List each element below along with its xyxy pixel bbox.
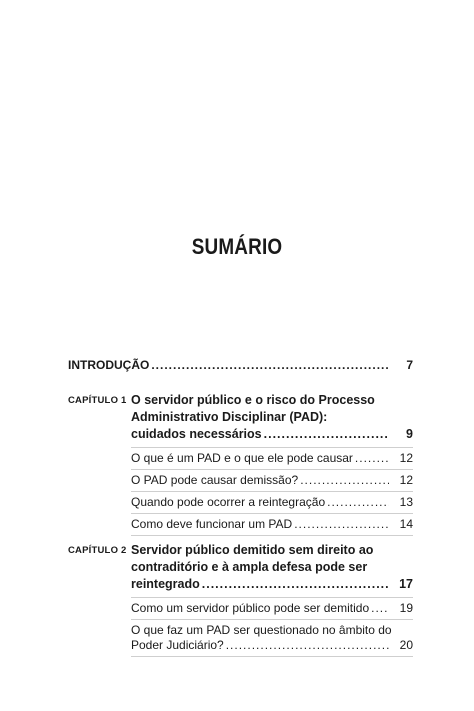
leader-dots — [294, 517, 389, 532]
toc-entry-introduction — [68, 358, 413, 373]
chapter-title-line: Servidor público demitido sem direito ao — [131, 543, 374, 557]
toc-page-number: 12 — [399, 473, 413, 487]
chapter-label: CAPÍTULO 1 — [68, 395, 127, 406]
leader-dots — [355, 451, 389, 466]
toc-page-number: 12 — [399, 451, 413, 465]
chapter-title-last-line: cuidados necessários — [131, 427, 262, 441]
toc-page-number: 13 — [399, 495, 413, 509]
toc-section-item — [131, 513, 413, 536]
section-title: Como deve funcionar um PAD — [131, 517, 293, 531]
section-title: O que é um PAD e o que ele pode causar — [131, 451, 353, 465]
section-title: Como um servidor público pode ser demitido — [131, 601, 370, 615]
toc-page-number: 14 — [399, 517, 413, 531]
section-title: Quando pode ocorrer a reintegração — [131, 495, 326, 509]
chapter-title-line: contraditório e à ampla defesa pode ser — [131, 560, 368, 574]
chapter-label: CAPÍTULO 2 — [68, 545, 127, 556]
leader-dots — [264, 426, 389, 443]
toc-section-item — [131, 619, 413, 657]
toc-page-number: 9 — [406, 427, 413, 441]
section-title: Poder Judiciário? — [131, 638, 224, 652]
leader-dots — [226, 638, 389, 653]
toc-section-item — [131, 469, 413, 491]
chapter-title-line: Administrativo Disciplinar (PAD): — [131, 410, 328, 424]
toc-section-item — [131, 447, 413, 469]
chapter-title-last-line: reintegrado — [131, 577, 200, 591]
page-title: SUMÁRIO — [191, 234, 283, 259]
section-title: O PAD pode causar demissão? — [131, 473, 299, 487]
toc-entry-label: INTRODUÇÃO — [68, 358, 150, 372]
toc-page-number: 19 — [399, 601, 413, 615]
toc-page-number: 7 — [406, 358, 413, 372]
toc-page-number: 17 — [399, 577, 413, 591]
leader-dots — [300, 473, 389, 488]
toc-section-item — [131, 491, 413, 513]
toc-page-number: 20 — [399, 638, 413, 652]
leader-dots — [371, 601, 389, 616]
section-title-first-line: O que faz um PAD ser questionado no âmbito do — [131, 623, 392, 637]
leader-dots — [202, 576, 389, 593]
chapter-title-line: O servidor público e o risco do Processo — [131, 393, 375, 407]
leader-dots — [327, 495, 389, 510]
toc-section-item — [131, 597, 413, 619]
section-list — [131, 447, 413, 536]
leader-dots — [151, 358, 389, 373]
section-list — [131, 597, 413, 657]
